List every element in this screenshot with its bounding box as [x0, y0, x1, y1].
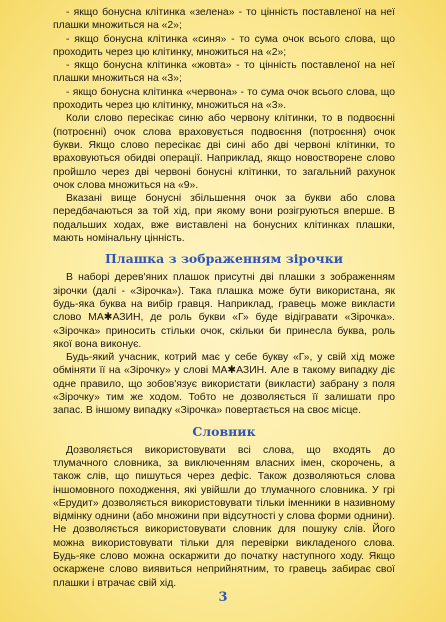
bonus-green-item: - якщо бонусна клітинка «зелена» - то цінність поставленої на неї плашки множиться на «2»;	[53, 7, 395, 32]
dictionary-section-heading: Словник	[192, 423, 256, 439]
bonus-first-turn-paragraph: Вказані вище бонусні збільшення очок за букви або слова передбачаються за той хід, при якому вони розігруються вперше. В подальших ходах, вже виставлені на бонусних клітинках плашки, мають номінальну цінність.	[53, 193, 395, 245]
star-paragraph-1: В наборі дерев'яних плашок присутні дві плашки з зображенням зірочки (далі - «Зірочка»). Така плашка може бути використана, як будь-яка буква на вибір гравця. Наприклад, гравець може викласти слово МА✱АЗИН, де роль букви «Г» буде відігравати «Зірочка». «Зірочка» приносить стільки очок, скільки би принесла буква, роль якої вона виконує.	[53, 272, 395, 350]
star-section-heading: Плашка з зображенням зірочки	[104, 251, 344, 267]
dictionary-paragraph: Дозволяється використовувати всі слова, що входять до тлумачного словника, за виключенням власних імен, скорочень, а також слів, що пишуться через дефіс. Також дозволяються слова іншомовного походження, які увійшли до тлумачного словника. У грі «Ерудит» дозволяється використовувати тільки іменники в називному відмінку однини (або множини при відсутності у слова форми однини). Не дозволяється використовувати словник для пошуку слів. Його можна використовувати тільки для перевірки викладеного слова. Будь-яке слово можна оскаржити до початку наступного ходу. Якщо оскаржене слово виявиться неприйнятним, то гравець забирає свої плашки і втрачає свій хід.	[53, 444, 395, 589]
page-number: 3	[218, 590, 228, 605]
page-content	[53, 6, 395, 590]
star-paragraph-2: Будь-який учасник, котрий має у себе букву «Г», у свій хід може обміняти її на «Зірочку» у слові МА✱АЗИН. Але в такому випадку діє одне правило, що зобов'язує використати (викласти) забрану з поля «Зірочку» тим же ходом. Тобто не дозволяється її залишати про запас. В іншому випадку «Зірочка» повертається на своє місце.	[53, 352, 395, 417]
bonus-yellow-item: - якщо бонусна клітинка «жовта» - то цінність поставленої на неї плашки множиться на «3»;	[53, 60, 395, 85]
bonus-combination-paragraph: Коли слово пересікає синю або червону клітинки, то в подвоєнні (потроєнні) очок слова враховується подвоєння (потроєння) очок букви. Якщо слово пересікає дві сині або дві червоні клітинки, то враховуються обидві операції. Наприклад, якщо новостворене слово пройшло через дві червоні бонусні клітинки, то загальний рахунок очок слова множиться на «9».	[53, 113, 395, 191]
bonus-blue-item: - якщо бонусна клітинка «синя» - то сума очок всього слова, що проходить через цю клітинку, множиться на «2»;	[53, 33, 395, 58]
bonus-red-item: - якщо бонусна клітинка «червона» - то сума очок всього слова, що проходить через цю клітинку, множиться на «3».	[53, 86, 395, 112]
